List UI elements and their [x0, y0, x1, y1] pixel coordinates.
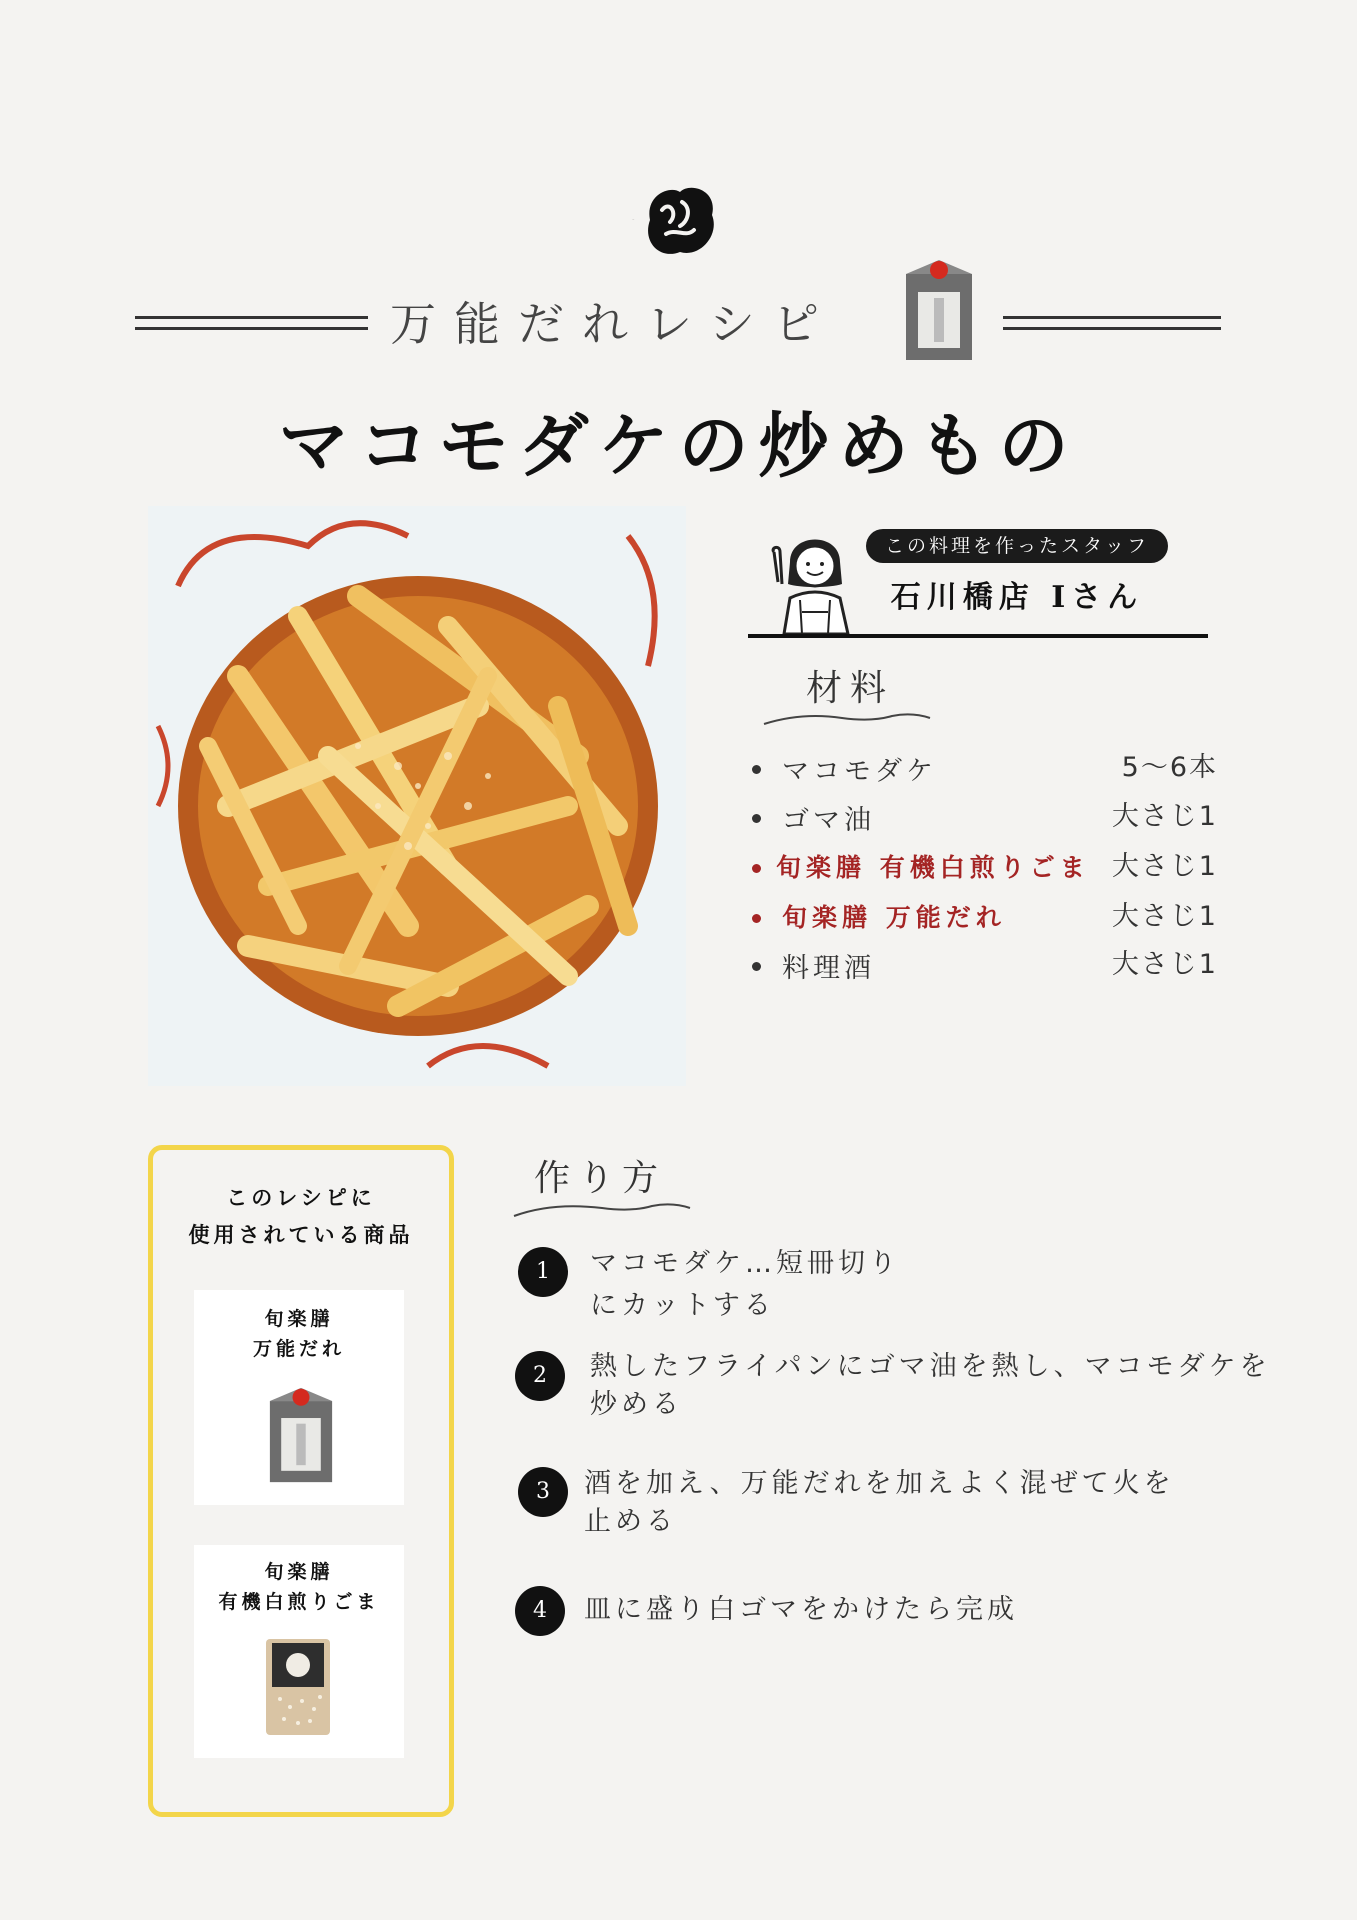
dish-photo — [148, 506, 686, 1086]
bullet — [752, 864, 761, 873]
ingredient-name: マコモダケ — [782, 756, 937, 787]
ingredients-underline — [762, 708, 932, 732]
step-number: 2 — [515, 1351, 565, 1401]
staff-badge: この料理を作ったスタッフ — [866, 529, 1168, 563]
bullet — [752, 814, 761, 823]
bullet — [752, 962, 761, 971]
staff-illustration-icon — [760, 522, 864, 634]
ingredient-row — [748, 749, 1218, 789]
ingredients-heading: 材料 — [806, 668, 895, 709]
step-number: 1 — [518, 1247, 568, 1297]
recipe-title: マコモダケの炒めもの — [278, 405, 1079, 487]
product-title: 万能だれ — [252, 1338, 345, 1360]
step-line: 酒を加え、万能だれを加えよく混ぜて火を — [584, 1468, 1175, 1499]
step-line: 熱したフライパンにゴマ油を熱し、マコモダケを — [590, 1351, 1271, 1382]
product-card — [194, 1290, 404, 1505]
step-number: 4 — [515, 1586, 565, 1636]
ingredient-amount: 大さじ1 — [1111, 801, 1218, 832]
title-rule-left-bottom — [135, 327, 368, 330]
ingredient-name: 料理酒 — [782, 953, 875, 984]
step-line: 皿に盛り白ゴマをかけたら完成 — [584, 1594, 1018, 1625]
method-underline — [512, 1198, 692, 1222]
step-line: マコモダケ…短冊切り — [590, 1248, 900, 1279]
step-number: 3 — [518, 1467, 568, 1517]
product-name — [194, 1557, 404, 1617]
step-line: 止める — [584, 1506, 677, 1537]
ingredient-row-highlight — [748, 898, 1218, 938]
step-line: 炒める — [590, 1389, 683, 1420]
product-card — [194, 1545, 404, 1758]
ingredient-amount: 5〜6本 — [1121, 752, 1218, 783]
ingredient-amount: 大さじ1 — [1111, 949, 1218, 980]
products-heading-line2: 使用されている商品 — [188, 1223, 414, 1247]
products-heading-line1: このレシピに — [226, 1186, 376, 1210]
product-title: 有機白煎りごま — [218, 1591, 380, 1613]
step-text — [584, 1591, 1274, 1629]
product-name — [194, 1304, 404, 1364]
ingredient-amount: 大さじ1 — [1111, 901, 1218, 932]
staff-name: 石川橋店 Iさん — [890, 580, 1144, 615]
title-rule-left-top — [135, 316, 368, 319]
staff-divider — [748, 634, 1208, 638]
ingredient-row — [748, 946, 1218, 986]
step-text — [584, 1465, 1274, 1541]
rice-bowl-logo-icon — [640, 180, 720, 260]
products-heading — [148, 1180, 454, 1254]
sesame-pack-icon — [264, 1637, 332, 1741]
step-text — [590, 1348, 1280, 1424]
title-rule-right-top — [1003, 316, 1221, 319]
sauce-bottle-icon — [268, 1384, 334, 1490]
title-rule-right-bottom — [1003, 327, 1221, 330]
ingredient-row-highlight — [748, 848, 1218, 888]
step-line: にカットする — [590, 1290, 775, 1321]
method-heading: 作り方 — [534, 1158, 667, 1199]
product-brand: 旬楽膳 — [264, 1308, 334, 1330]
sauce-bottle-icon — [904, 258, 974, 362]
ingredient-name: 旬楽膳 有機白煎りごま — [776, 853, 1090, 882]
ingredient-row — [748, 798, 1218, 838]
bullet — [752, 914, 761, 923]
product-brand: 旬楽膳 — [264, 1561, 334, 1583]
bullet — [752, 765, 761, 774]
ingredient-name: ゴマ油 — [782, 805, 875, 836]
section-title: 万能だれレシピ — [390, 297, 837, 351]
ingredient-name: 旬楽膳 万能だれ — [782, 903, 1006, 932]
step-text — [590, 1245, 1280, 1325]
ingredient-amount: 大さじ1 — [1111, 851, 1218, 882]
